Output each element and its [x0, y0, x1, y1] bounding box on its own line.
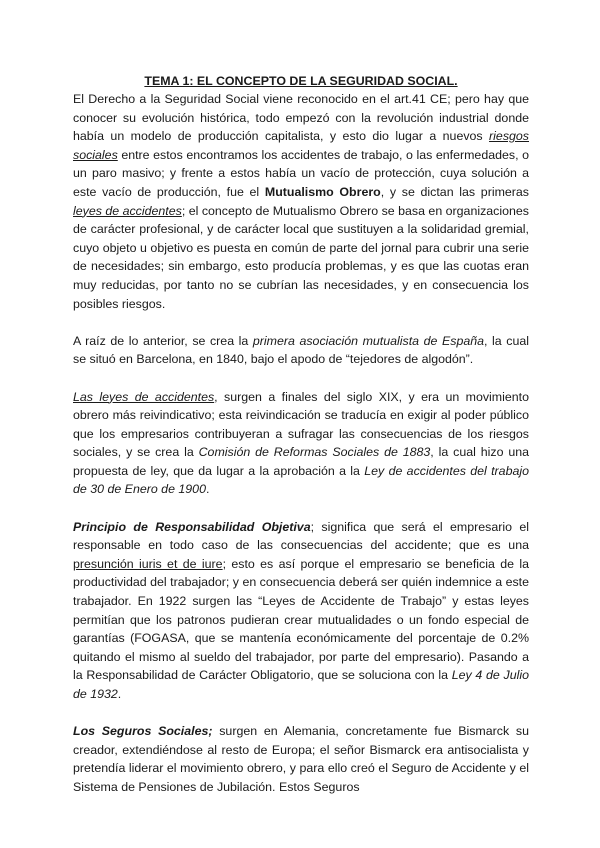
text-run: El Derecho a la Seguridad Social viene reconocido en el art.41 CE; pero hay que conocer su evolución histórica, todo empezó con la revolución industrial donde había un modelo de producción capitalista, y esto dio lugar a nuevos — [73, 92, 529, 144]
term-principio-responsabilidad: Principio de Responsabilidad Objetiva — [73, 519, 311, 534]
term-seguros-sociales: Los Seguros Sociales; — [73, 724, 213, 739]
paragraph-first-association — [73, 332, 529, 369]
text-run: . — [205, 482, 210, 497]
term-las-leyes-de-accidentes: Las leyes de accidentes — [73, 389, 215, 404]
term-mutualismo-obrero: Mutualismo Obrero — [264, 184, 381, 199]
term-comision-reformas: Comisión de Reformas Sociales de 1883 — [198, 445, 431, 460]
document-body — [73, 73, 529, 797]
text-run: ; esto es así porque el empresario se beneficia de la productividad del trabajador; y en consecuencia deberá ser quién indemnice a este trabajador. En 1922 surgen las “Leyes de Accidente de Trabajo” y estas leyes permitían que los patronos pudieran crear mutualidades o un fondo especial de garantías (FOGASA, que se mantenía económicamente del porcentaje de 0.2% quitando el mismo al sueldo del trabajador, por parte del empresario). Pasando a la Responsabilidad de Carácter Obligatorio, que se soluciona con la — [73, 556, 530, 683]
text-run: , la cual hizo una propuesta de ley, que da lugar a la aprobación a la — [73, 445, 530, 478]
text-run: ; el concepto de Mutualismo Obrero se basa en organizaciones de carácter profesional, y de carácter local que sustituyen a la solidaridad gremial, cuyo objeto u objetivo es puesta en común de parte del jornal para cubrir una serie de necesidades; sin embargo, esto producía problemas, y es que las cuotas eran muy reducidas, por tanto no se cubrían las necesidades, y en consecuencia los posibles riesgos. — [73, 203, 529, 311]
text-run: , la cual se situó en Barcelona, en 1840, bajo el apodo de “tejedores de algodón”. — [73, 333, 530, 367]
paragraph-objective-liability — [73, 518, 529, 704]
paragraph-social-insurance — [73, 722, 529, 796]
text-run: , y se dictan las primeras — [380, 184, 529, 199]
paragraph-origins — [73, 90, 529, 313]
text-run: . — [117, 687, 122, 701]
text-run: surgen en Alemania, concretamente fue Bismarck su creador, extendiéndose al resto de Europa; el señor Bismarck era antisocialista y pretendía liderar el movimiento obrero, y para ello creó el Seguro de Accidente y el Sistema de Pensiones de Jubilación. Estos Seguros — [73, 724, 529, 794]
term-leyes-de-accidentes: leyes de accidentes — [73, 203, 182, 218]
term-primera-asociacion: primera asociación mutualista de España — [252, 333, 485, 348]
term-ley-1900: Ley de accidentes del trabajo de 30 de Enero de 1900 — [73, 463, 529, 497]
page-title: TEMA 1: EL CONCEPTO DE LA SEGURIDAD SOCIAL. — [144, 74, 458, 88]
text-run: A raíz de lo anterior, se crea la — [73, 333, 253, 348]
text-run: entre estos encontramos los accidentes de trabajo, o las enfermedades, o un paro masivo; y frente a estos había un vacío de protección, cuya solución a este vacío de producción, fue el — [73, 147, 529, 199]
paragraph-accident-laws — [73, 388, 529, 500]
term-ley-1932: Ley 4 de Julio de 1932 — [73, 668, 529, 701]
text-run: , surgen a finales del siglo XIX, y era un movimiento obrero más reivindicativo; esta reivindicación se traducía en exigir al poder público que los empresarios contribuyeran a sufragar las consecuencias de los riesgos sociales, y se crea la — [73, 389, 530, 460]
text-run: ; significa que será el empresario el responsable en todo caso de las consecuencias del accidente; que es una — [73, 519, 529, 553]
term-presuncion-iuris: presunción iuris et de iure — [73, 556, 223, 571]
term-riesgos-sociales: riesgos sociales — [73, 129, 529, 162]
